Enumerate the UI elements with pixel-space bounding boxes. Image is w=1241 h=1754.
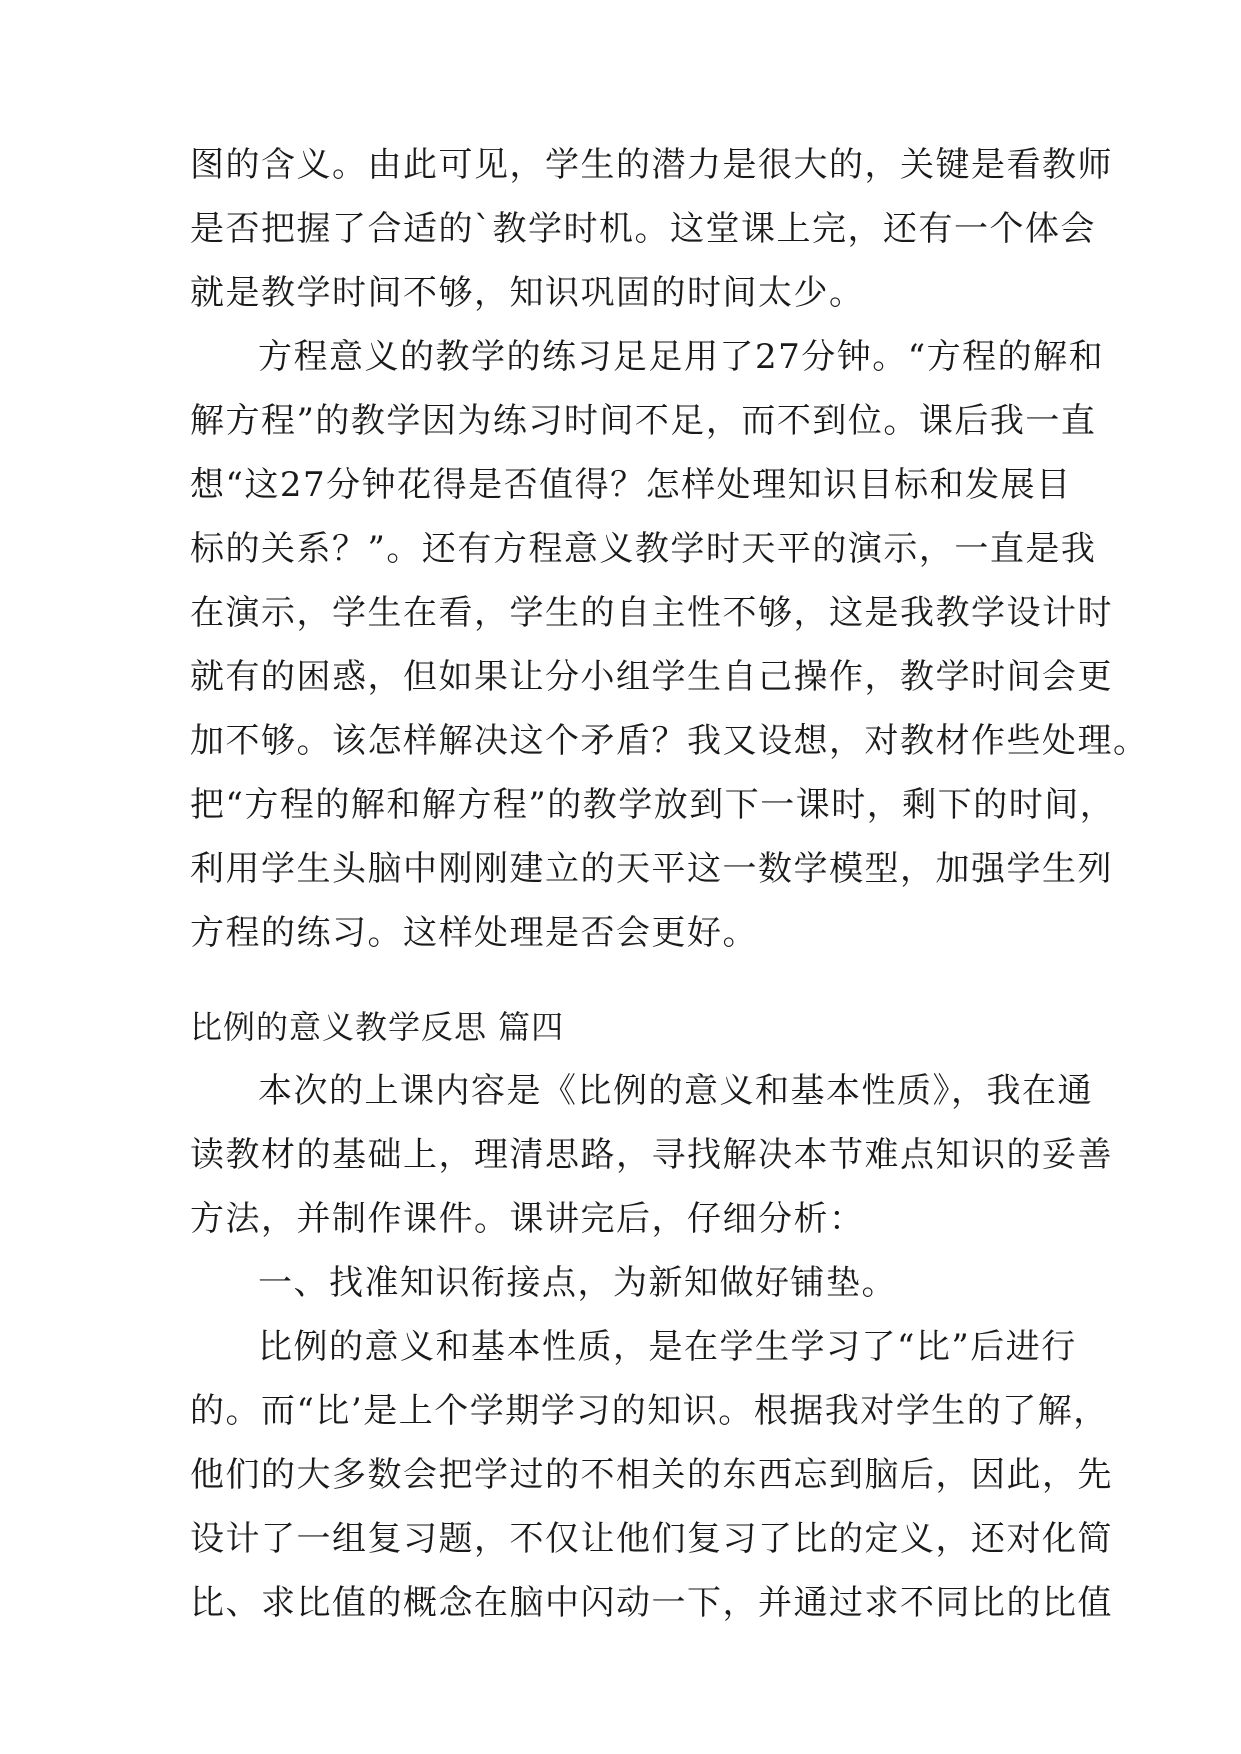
text-line: 标的关系？”。还有方程意义教学时天平的演示，一直是我 bbox=[190, 529, 1097, 569]
text-line: 比、求比值的概念在脑中闪动一下，并通过求不同比的比值 bbox=[190, 1583, 1113, 1623]
text-line: 加不够。该怎样解决这个矛盾？我又设想，对教材作些处理。 bbox=[190, 721, 1149, 761]
text-line: 就有的困惑，但如果让分小组学生自己操作，教学时间会更 bbox=[190, 657, 1113, 697]
text-line: 一、找准知识衔接点，为新知做好铺垫。 bbox=[258, 1263, 897, 1303]
text-line: 方程意义的教学的练习足足用了27分钟。“方程的解和 bbox=[258, 337, 1105, 377]
text-line: 方程的练习。这样处理是否会更好。 bbox=[190, 913, 758, 953]
text-line: 读教材的基础上，理清思路，寻找解决本节难点知识的妥善 bbox=[190, 1135, 1113, 1175]
text-line: 设计了一组复习题，不仅让他们复习了比的定义，还对化简 bbox=[190, 1519, 1113, 1559]
text-line: 把“方程的解和解方程”的教学放到下一课时，剩下的时间， bbox=[190, 785, 1116, 825]
section-2-body bbox=[190, 1059, 1113, 1635]
text-line: 想“这27分钟花得是否值得？怎样处理知识目标和发展目 bbox=[190, 465, 1072, 505]
text-line: 是否把握了合适的`教学时机。这堂课上完，还有一个体会 bbox=[190, 209, 1096, 249]
text-line: 图的含义。由此可见，学生的潜力是很大的，关键是看教师 bbox=[190, 145, 1113, 185]
text-line: 利用学生头脑中刚刚建立的天平这一数学模型，加强学生列 bbox=[190, 849, 1113, 889]
text-line: 本次的上课内容是《比例的意义和基本性质》，我在通 bbox=[258, 1071, 1093, 1111]
text-line: 他们的大多数会把学过的不相关的东西忘到脑后，因此，先 bbox=[190, 1455, 1113, 1495]
section-heading: 比例的意义教学反思 篇四 bbox=[190, 1008, 565, 1046]
text-line: 方法，并制作课件。课讲完后，仔细分析： bbox=[190, 1199, 865, 1239]
text-line: 解方程”的教学因为练习时间不足，而不到位。课后我一直 bbox=[190, 401, 1097, 441]
text-line: 在演示，学生在看，学生的自主性不够，这是我教学设计时 bbox=[190, 593, 1113, 633]
text-line: 的。而“比’是上个学期学习的知识。根据我对学生的了解， bbox=[190, 1391, 1109, 1431]
section-1-body bbox=[190, 133, 1149, 965]
text-line: 就是教学时间不够，知识巩固的时间太少。 bbox=[190, 273, 865, 313]
text-line: 比例的意义和基本性质，是在学生学习了“比”后进行 bbox=[258, 1327, 1077, 1367]
